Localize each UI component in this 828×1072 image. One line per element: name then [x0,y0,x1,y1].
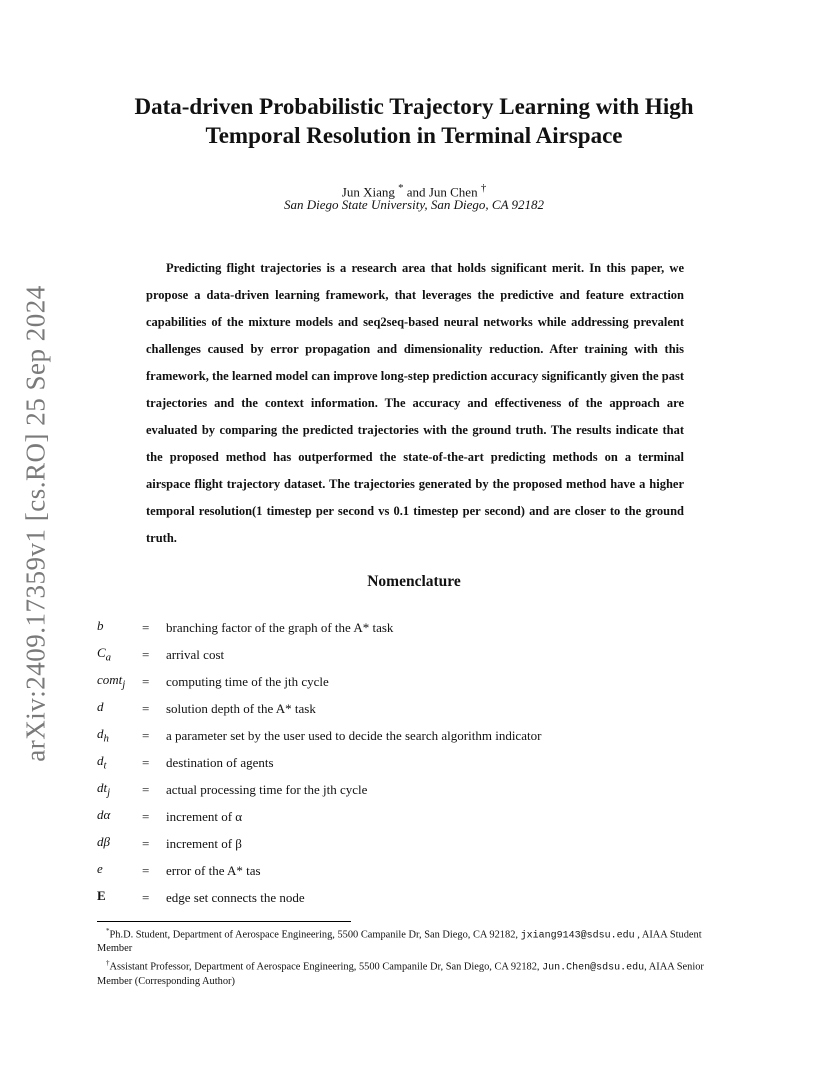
nomenclature-symbol: $d_h$ [97,726,109,745]
nomenclature-symbol: dβ [97,834,110,850]
equals-sign: = [142,862,150,878]
nomenclature-symbol: e [97,861,103,877]
nomenclature-symbol: dα [97,807,111,823]
nomenclature-symbol: E [97,888,106,904]
nomenclature-row [97,749,737,776]
equals-sign: = [142,673,150,689]
footnote-2-text: Assistant Professor, Department of Aerospace Engineering, 5500 Campanile Dr, San Diego, CA 92182, [109,961,543,973]
nomenclature-symbol: d [97,699,104,715]
nomenclature-definition: increment of α [166,808,243,824]
title-line-1: Data-driven Probabilistic Trajectory Learning with High [134,94,694,119]
equals-sign: = [142,835,150,851]
nomenclature-row [97,722,737,749]
abstract: Predicting flight trajectories is a research area that holds significant merit. In this paper, we propose a data-driven learning framework, that leverages the predictive and feature extraction capabilities of the mixture models and seq2seq-based neural networks while addressing prevalent challenges caused by error propagation and dimensionality reduction. After training with this framework, the learned model can improve long-step prediction accuracy significantly given the past trajectories and the context information. The accuracy and effectiveness of the approach are evaluated by comparing the predicted trajectories with the ground truth. The results indicate that the proposed method has outperformed the state-of-the-art predicting methods on a terminal airspace flight trajectory dataset. The trajectories generated by the proposed method have a higher temporal resolution(1 timestep per second vs 0.1 timestep per second) and are closer to the ground truth. [146,261,684,545]
nomenclature-row [97,668,737,695]
nomenclature-definition: edge set connects the node [166,889,305,905]
nomenclature-symbol: comt$_j$ [97,672,126,691]
nomenclature-definition: branching factor of the graph of the A* task [166,619,394,635]
nomenclature-definition: increment of β [166,835,242,851]
footnote-1-mark: * [106,927,110,935]
nomenclature-symbol: $d_t$ [97,753,107,772]
nomenclature-row [97,830,737,857]
equals-sign: = [142,700,150,716]
author-connector: and [403,184,429,200]
nomenclature-definition: a parameter set by the user used to decide the search algorithm indicator [166,727,542,743]
nomenclature-definition: actual processing time for the jth cycle [166,781,368,797]
nomenclature-heading: Nomenclature [367,573,461,590]
footnote-1 [97,925,733,955]
equals-sign: = [142,808,150,824]
footnotes [97,925,733,990]
nomenclature-definition: solution depth of the A* task [166,700,316,716]
equals-sign: = [142,646,150,662]
paper-title [100,92,728,150]
equals-sign: = [142,727,150,743]
footnote-2-suffix: , AIAA Senior Member (Corresponding Author) [97,961,704,987]
arxiv-identifier-stamp [20,284,52,762]
author-name-2: Jun Chen [428,184,478,200]
footnote-2 [97,957,733,987]
nomenclature-definition: error of the A* tas [166,862,261,878]
equals-sign: = [142,754,150,770]
nomenclature-definition: arrival cost [166,646,225,662]
nomenclature-definition: destination of agents [166,754,274,770]
nomenclature-row [97,695,737,722]
nomenclature-definition: computing time of the jth cycle [166,673,329,689]
equals-sign: = [142,889,150,905]
equals-sign: = [142,781,150,797]
nomenclature-list [97,614,737,911]
author-1-footnote-mark: * [398,182,404,194]
nomenclature-row [97,857,737,884]
affiliation: San Diego State University, San Diego, CA 92182 [283,197,545,212]
nomenclature-symbol: $dt_j$ [97,780,111,799]
arxiv-identifier-text: arXiv:2409.17359v1 [cs.RO] 25 Sep 2024 [20,284,51,762]
footnote-1-text: Ph.D. Student, Department of Aerospace Engineering, 5500 Campanile Dr, San Diego, CA 92182, [109,929,521,941]
title-line-2: Temporal Resolution in Terminal Airspace [205,123,623,148]
nomenclature-row [97,641,737,668]
footnote-divider [97,921,351,922]
nomenclature-symbol: b [97,618,104,634]
author-2-footnote-mark: † [480,182,487,194]
nomenclature-row [97,614,737,641]
footnote-2-mark: † [106,959,110,968]
footnote-2-email: Jun.Chen@sdsu.edu [542,962,645,974]
nomenclature-symbol: $C_a$ [97,645,112,664]
author-name-1: Jun Xiang [341,184,395,200]
nomenclature-row [97,803,737,830]
nomenclature-row [97,884,737,911]
nomenclature-row [97,776,737,803]
equals-sign: = [142,619,150,635]
footnote-1-email: jxiang9143@sdsu.edu [520,930,635,942]
footnote-1-suffix: , AIAA Student Member [97,929,702,955]
